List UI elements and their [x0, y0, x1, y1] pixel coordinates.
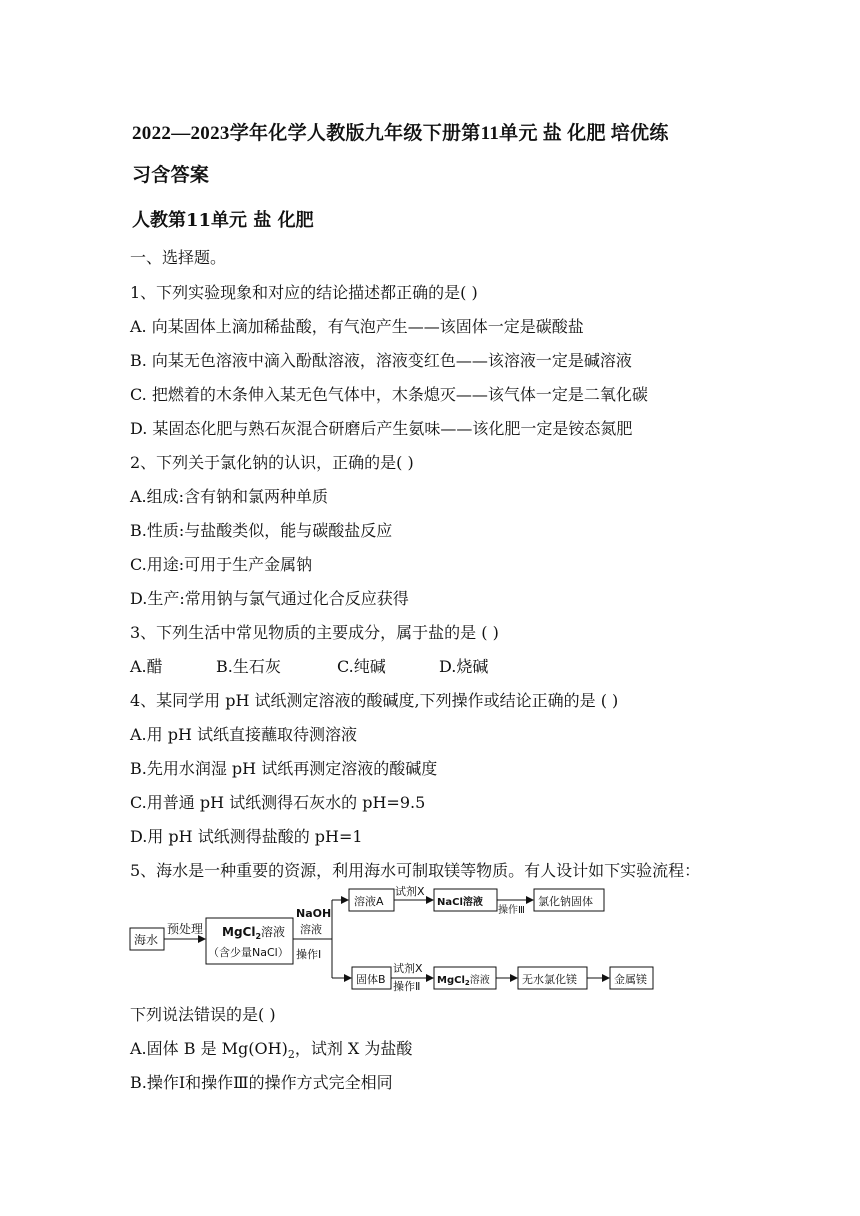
- metal-mg-label: 金属镁: [614, 973, 647, 986]
- question-5-stem: 5、海水是一种重要的资源，利用海水可制取镁等物质。有人设计如下实验流程：: [130, 861, 701, 880]
- question-4-option-d: D.用 pH 试纸测得盐酸的 pH=1: [130, 827, 363, 846]
- question-3-option-c: C.纯碱: [337, 657, 386, 676]
- reagent-x-top-label: 试剂X: [395, 885, 425, 898]
- nacl-solid-label: 氯化钠固体: [538, 895, 593, 908]
- naoh-solution-label: 溶液: [300, 923, 322, 936]
- question-1-option-a: A. 向某固体上滴加稀盐酸，有气泡产生——该固体一定是碳酸盐: [130, 317, 584, 336]
- question-5-prompt: 下列说法错误的是( ): [130, 1005, 276, 1024]
- op1-label: 操作Ⅰ: [296, 948, 322, 961]
- seawater-label: 海水: [134, 933, 159, 947]
- question-3-option-d: D.烧碱: [439, 657, 489, 676]
- question-1-stem: 1、下列实验现象和对应的结论描述都正确的是( ): [130, 283, 478, 302]
- question-5-option-b: B.操作Ⅰ和操作Ⅲ的操作方式完全相同: [130, 1073, 393, 1092]
- reagent-x-bottom-label: 试剂X: [393, 962, 423, 975]
- mgcl2-solution-bottom-label: MgCl$_2$溶液: [437, 975, 490, 987]
- question-2-option-d: D.生产:常用钠与氯气通过化合反应获得: [130, 589, 409, 608]
- question-2-option-c: C.用途:可用于生产金属钠: [130, 555, 313, 574]
- anhydrous-label: 无水氯化镁: [522, 973, 577, 986]
- op2-label: 操作Ⅱ: [393, 980, 421, 993]
- mgcl2-box-title: MgCl$_2$溶液: [222, 925, 286, 941]
- question-1-option-b: B. 向某无色溶液中滴入酚酞溶液，溶液变红色——该溶液一定是碱溶液: [130, 351, 632, 370]
- document-title-continued: 习含答案: [132, 165, 210, 186]
- question-4-stem: 4、某同学用 pH 试纸测定溶液的酸碱度,下列操作或结论正确的是 ( ): [130, 691, 619, 710]
- question-1-option-d: D. 某固态化肥与熟石灰混合研磨后产生氨味——该化肥一定是铵态氮肥: [130, 419, 633, 438]
- solid-b-label: 固体B: [356, 973, 386, 986]
- naoh-label: NaOH: [296, 907, 332, 920]
- question-2-stem: 2、下列关于氯化钠的认识，正确的是( ): [130, 453, 414, 472]
- question-3-option-a: A.醋: [130, 657, 163, 676]
- question-4-option-b: B.先用水润湿 pH 试纸再测定溶液的酸碱度: [130, 759, 438, 778]
- question-4-option-a: A.用 pH 试纸直接蘸取待测溶液: [130, 725, 358, 744]
- question-3-stem: 3、下列生活中常见物质的主要成分，属于盐的是 ( ): [130, 623, 499, 642]
- op3-label: 操作Ⅲ: [498, 905, 525, 916]
- unit-subtitle: 人教第11单元 盐 化肥: [132, 210, 314, 231]
- question-1-option-c: C. 把燃着的木条伸入某无色气体中，木条熄灭——该气体一定是二氧化碳: [130, 385, 648, 404]
- question-5-option-a: A.固体 B 是 $Mg(OH)_2$，试剂 X 为盐酸: [130, 1039, 413, 1062]
- mgcl2-box-note: （含少量NaCl）: [208, 946, 289, 959]
- nacl-solution-label: NaCl溶液: [437, 897, 483, 908]
- question-4-option-c: C.用普通 pH 试纸测得石灰水的 pH=9.5: [130, 793, 426, 812]
- question-2-option-b: B.性质:与盐酸类似，能与碳酸盐反应: [130, 521, 393, 540]
- solution-a-label: 溶液A: [354, 895, 384, 908]
- document-title: 2022—2023学年化学人教版九年级下册第11单元 盐 化肥 培优练: [132, 123, 669, 144]
- process-flow-diagram: [126, 880, 666, 996]
- section-heading: 一、选择题。: [130, 248, 227, 267]
- question-3-option-b: B.生石灰: [216, 657, 281, 676]
- pretreat-label: 预处理: [167, 922, 204, 936]
- question-2-option-a: A.组成:含有钠和氯两种单质: [130, 487, 329, 506]
